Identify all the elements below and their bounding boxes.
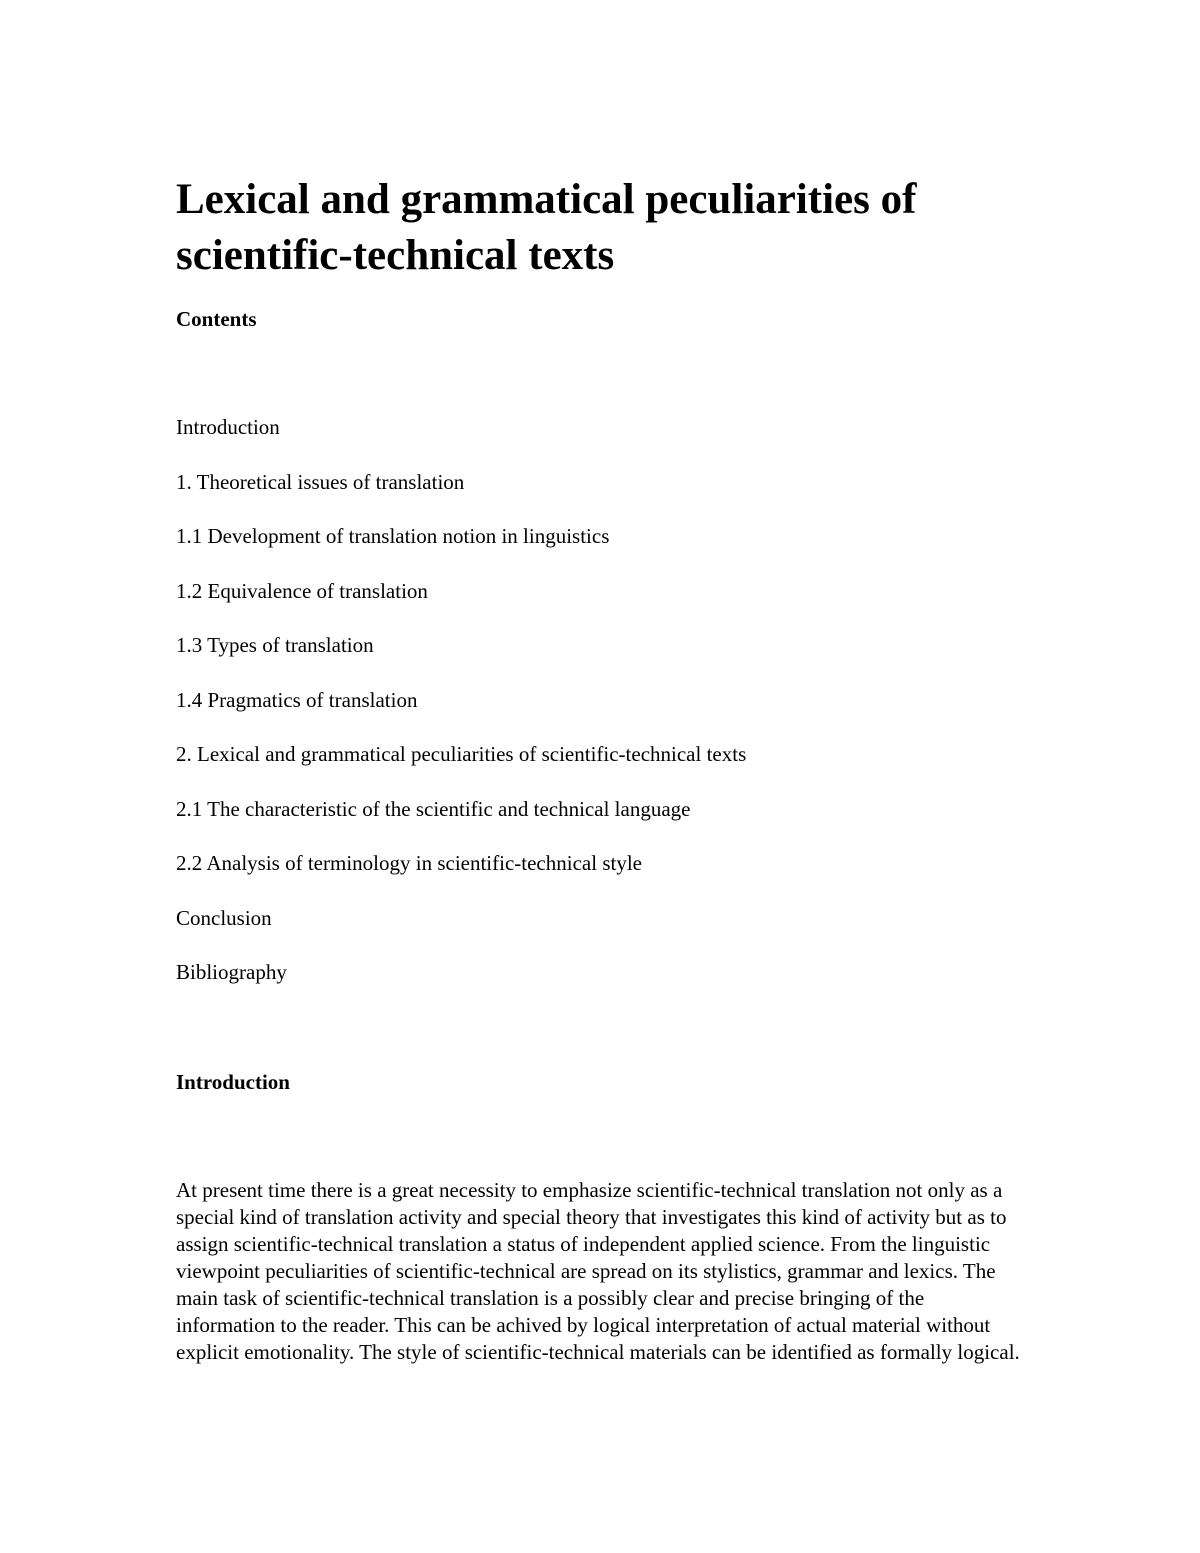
toc-item: 2.2 Analysis of terminology in scientific-technical style: [176, 851, 642, 875]
toc-item: Bibliography: [176, 960, 287, 984]
toc-item: 2. Lexical and grammatical peculiarities of scientific-technical texts: [176, 742, 747, 766]
toc-item: 1.3 Types of translation: [176, 633, 374, 657]
document-title: Lexical and grammatical peculiarities of scientific-technical texts: [176, 176, 917, 279]
toc-item: 1.2 Equivalence of translation: [176, 578, 428, 603]
introduction-heading: Introduction: [176, 1070, 290, 1094]
toc-item: 1.4 Pragmatics of translation: [176, 687, 418, 712]
table-of-contents: [176, 413, 746, 1013]
introduction-paragraph: At present time there is a great necessity to emphasize scientific-technical translation not only as a special kind of translation activity and special theory that investigates this kind of activity but as to assign scientific-technical translation a status of independent applied science. From the linguistic viewpoint peculiarities of scientific-technical are spread on its stylistics, grammar and lexics. The main task of scientific-technical translation is a possibly clear and precise bringing of the information to the reader. This can be achived by logical interpretation of actual material without explicit emotionality. The style of scientific-technical materials can be identified as formally logical.: [176, 1178, 1020, 1364]
toc-item: Introduction: [176, 415, 280, 439]
toc-item: 1.1 Development of translation notion in linguistics: [176, 524, 610, 548]
contents-heading: Contents: [176, 307, 257, 331]
toc-item: Conclusion: [176, 905, 272, 930]
toc-item: 2.1 The characteristic of the scientific and technical language: [176, 796, 691, 821]
toc-item: 1. Theoretical issues of translation: [176, 469, 465, 494]
